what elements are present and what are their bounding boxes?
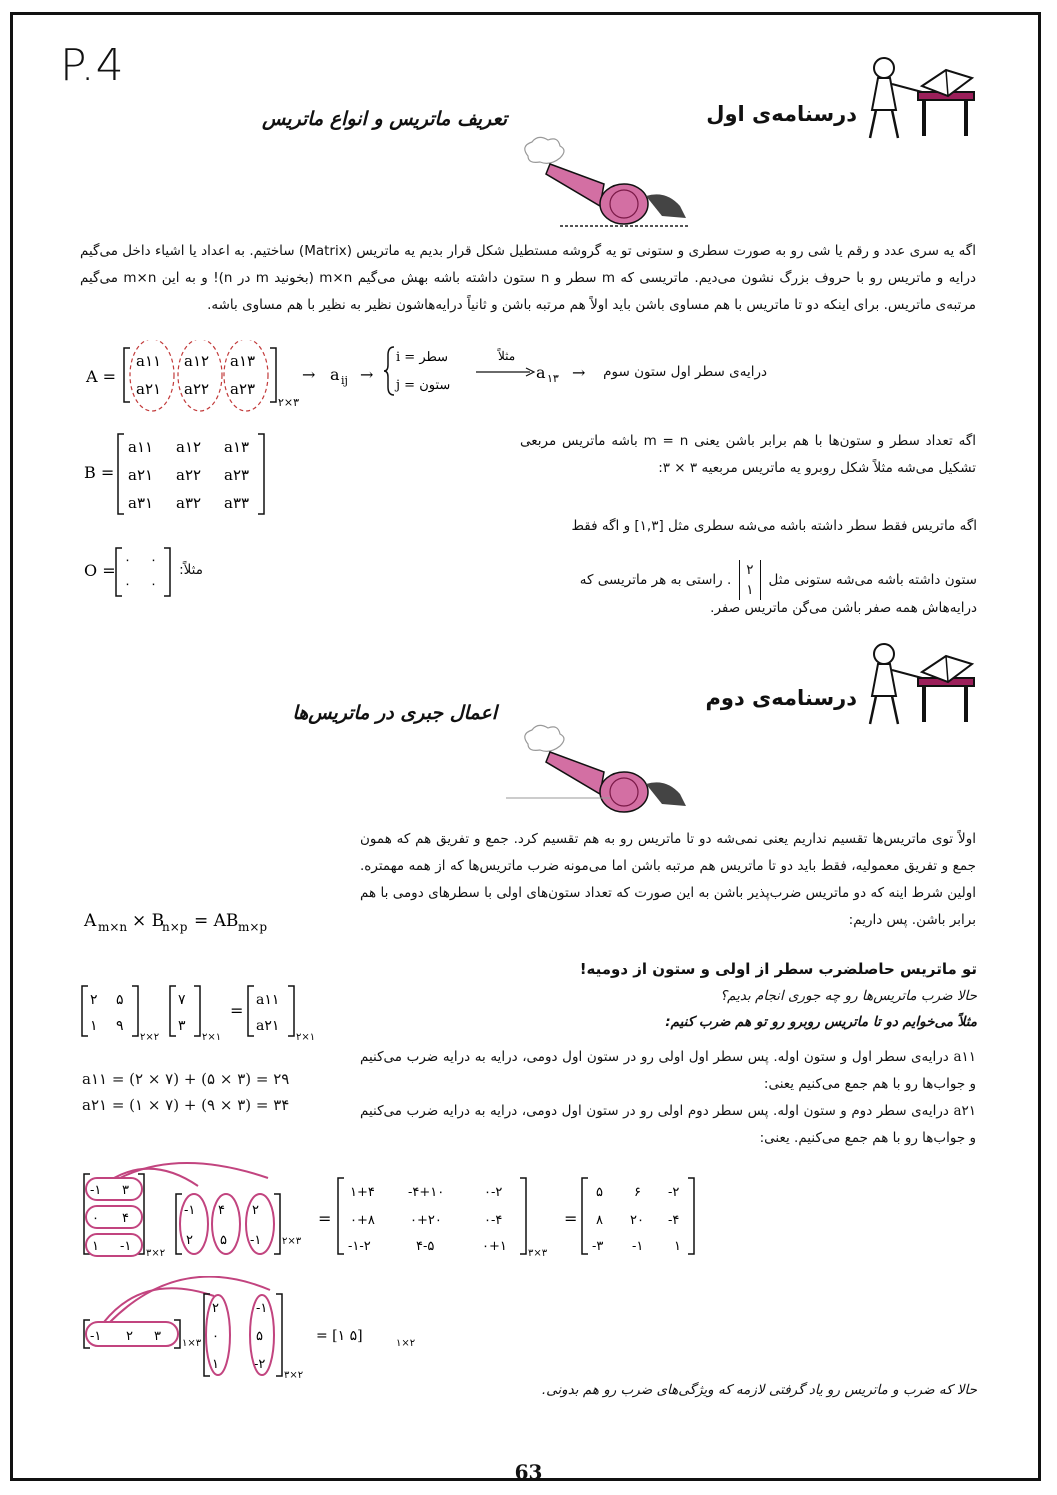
- a13-symbol: a: [536, 363, 546, 382]
- svg-text:۱×۲: ۱×۲: [396, 1338, 416, 1349]
- calc-a11: a۱۱ = (۲ × ۷) + (۵ × ۳) = ۲۹: [82, 1070, 290, 1088]
- svg-text:m×n: m×n: [98, 920, 128, 934]
- svg-text:۶: ۶: [634, 1185, 641, 1200]
- page-number: 63: [514, 1460, 543, 1484]
- a-cell-21: a۲۱: [136, 380, 162, 398]
- svg-text:× B: × B: [132, 911, 165, 931]
- svg-text:= [۱ ۵]: = [۱ ۵]: [316, 1328, 363, 1344]
- svg-text:۲×۳: ۲×۳: [282, 1236, 302, 1247]
- svg-text:۲: ۲: [186, 1233, 193, 1248]
- product-formula: [82, 904, 322, 942]
- lesson-2-title: اعمال جبری در ماتریس‌ها: [292, 702, 497, 724]
- matrix-a-name: A =: [86, 367, 117, 386]
- svg-text:۲×۱: ۲×۱: [296, 1032, 316, 1043]
- calc-a21: a۲۱ = (۱ × ۷) + (۹ × ۳) = ۳۴: [82, 1096, 290, 1114]
- closing-note: حالا که ضرب و ماتریس رو یاد گرفتی لازمه که ویژگی‌های ضرب رو هم بدونی.: [541, 1382, 977, 1398]
- svg-text:۳×۲: ۳×۲: [284, 1370, 304, 1381]
- svg-text:۰: ۰: [212, 1329, 219, 1344]
- svg-text:۱: ۱: [92, 1239, 99, 1254]
- square-matrix-text: اگه تعداد سطر و ستون‌ها با هم برابر باشن یعنی m = n باشه ماتریس مربعی تشکیل می‌شه مثلاً شکل روبرو یه ماتریس مربعیه ۳ × ۳:: [520, 433, 976, 476]
- a-order: ۲×۳: [278, 396, 300, 409]
- svg-text:-۱-۲: -۱-۲: [348, 1239, 371, 1254]
- svg-text:۵: ۵: [596, 1185, 603, 1200]
- b-cell-32: a۳۲: [176, 494, 202, 512]
- matrix-a-block: [80, 340, 390, 419]
- zero-matrix-text: درایه‌هاش همه صفر باشن می‌گن ماتریس صفر.: [710, 600, 977, 616]
- svg-text:۵: ۵: [116, 992, 124, 1008]
- explanation-a21: a۲۱ درایه‌ی سطر دوم و ستون اوله. پس سطر دوم اولی رو در ستون اول دومی، درایه به درایه ضرب می‌کنیم و جواب‌ها رو با هم جمع می‌کنیم. یعنی:: [360, 1103, 977, 1146]
- svg-text:=: =: [230, 1001, 244, 1020]
- svg-text:۰: ۰: [150, 577, 157, 592]
- svg-text:→: →: [302, 365, 316, 384]
- blower-illustration-2: [500, 722, 710, 826]
- svg-text:۳×۲: ۳×۲: [146, 1248, 166, 1259]
- svg-text:۰+۱: ۰+۱: [482, 1239, 507, 1254]
- svg-text:۰: ۰: [124, 553, 131, 568]
- svg-text:-۱: -۱: [90, 1183, 102, 1198]
- svg-text:۱×۳: ۱×۳: [182, 1338, 202, 1349]
- svg-text:۱: ۱: [212, 1357, 219, 1372]
- matrix-b-name: B =: [84, 463, 115, 482]
- svg-text:-۱: -۱: [120, 1239, 132, 1254]
- svg-text:→: →: [360, 365, 374, 384]
- a-cell-23: a۲۳: [230, 380, 256, 398]
- svg-text:-۱: -۱: [632, 1239, 644, 1254]
- svg-text:-۴+۱۰: -۴+۱۰: [408, 1185, 445, 1200]
- handwritten-page-note: P.4: [60, 40, 125, 91]
- svg-text:۲: ۲: [90, 992, 98, 1008]
- product-rule: تو ماتریس حاصلضرب سطر از اولی و ستون از دومیه!: [579, 960, 977, 978]
- svg-text:۳: ۳: [178, 1018, 186, 1034]
- svg-text:a۲۱: a۲۱: [256, 1018, 280, 1034]
- svg-text:۴: ۴: [218, 1203, 225, 1218]
- svg-text:-۲: -۲: [668, 1185, 680, 1200]
- a-cell-11: a۱۱: [136, 352, 162, 370]
- svg-text:۲×۱: ۲×۱: [202, 1032, 222, 1043]
- svg-text:۳×۳: ۳×۳: [528, 1248, 548, 1259]
- lesson-1-label: درسنامه‌ی اول: [706, 102, 857, 126]
- example-word: مثلاً: [498, 349, 516, 363]
- j-col-label: j = ستون: [396, 378, 451, 393]
- b-cell-33: a۳۳: [224, 494, 250, 512]
- svg-text:-۱: -۱: [250, 1233, 262, 1248]
- svg-text:۲: ۲: [212, 1301, 219, 1316]
- svg-text:۰: ۰: [124, 577, 131, 592]
- svg-text:۲×۲: ۲×۲: [140, 1032, 160, 1043]
- reading-man-illustration-1: [852, 52, 982, 148]
- b-cell-13: a۱۳: [224, 438, 250, 456]
- svg-text:۲: ۲: [252, 1203, 259, 1218]
- svg-text:۴: ۴: [122, 1211, 129, 1226]
- lesson-1-title: تعریف ماتریس و انواع ماتریس: [261, 108, 507, 130]
- svg-text:-۱: -۱: [256, 1301, 268, 1316]
- lesson-2-label: درسنامه‌ی دوم: [705, 686, 857, 710]
- zero-example-label: مثلاً:: [179, 562, 203, 578]
- a13-description: درایه‌ی سطر اول ستون سوم: [603, 364, 767, 380]
- b-cell-21: a۲۱: [128, 466, 154, 484]
- a-cell-12: a۱۲: [184, 352, 210, 370]
- svg-text:۰+۸: ۰+۸: [350, 1213, 375, 1228]
- svg-text:a۱۱: a۱۱: [256, 992, 280, 1008]
- svg-text:۷: ۷: [178, 992, 186, 1008]
- column-matrix-text: ستون داشته باشه می‌شه ستونی مثل ۲ ۱ . راستی به هر ماتریسی که: [579, 562, 977, 598]
- example-intro: مثلاً می‌خوایم دو تا ماتریس روبرو رو تو هم ضرب کنیم:: [665, 1014, 977, 1030]
- svg-text:-۲: -۲: [254, 1357, 266, 1372]
- small-product-example: [80, 980, 350, 1054]
- how-to-question: حالا ضرب ماتریس‌ها رو چه جوری انجام بدیم؟: [719, 988, 977, 1004]
- lesson-1-paragraph: اگه یه سری عدد و رقم یا شی رو به صورت سطری و ستونی تو یه گروشه مستطیل شکل قرار بدیم یه ماتریس (Matrix) ساختیم. به اعداد یا اشیاء داخل می‌گیم درایه و ماتریس رو با حروف بزرگ نشون می‌دیم. ماتریسی که m سطر و n ستون داشته باشه بهش می‌گیم m×n (بخونید m در n)! و به این m×n می‌گیم مرتبه‌ی ماتریس. برای اینکه دو تا ماتریس با هم مساوی باشن باید اولاً هم مرتبه باشن و ثانیاً درایه‌هاشون نظیر به نظیر با هم مساوی باشه.: [80, 243, 976, 313]
- lesson-2-paragraph: اولاً توی ماتریس‌ها تقسیم نداریم یعنی نمی‌شه دو تا ماتریس رو به هم تقسیم کرد. جمع و تفریق هم که همون جمع و تفریق معمولیه، فقط باید دو تا ماتریس هم مرتبه باشن اما می‌مونه ضرب ماتریس‌ها که از همه مهمتره. اولین شرط اینه که دو ماتریس ضرب‌پذیر باشن به این صورت که تعداد ستون‌های اولی با سطرهای دومی با هم برابر باشن. پس داریم:: [360, 831, 976, 928]
- svg-text:۰: ۰: [150, 553, 157, 568]
- svg-text:۳: ۳: [154, 1329, 161, 1344]
- matrix-o-name: O =: [84, 561, 116, 580]
- i-row-label: i = سطر: [396, 350, 449, 365]
- svg-text:۳: ۳: [122, 1183, 129, 1198]
- reading-man-illustration-2: [852, 638, 982, 734]
- svg-text:-۱: -۱: [90, 1329, 102, 1344]
- svg-text:۰+۲۰: ۰+۲۰: [410, 1213, 442, 1228]
- matrix-b-block: [80, 430, 280, 524]
- svg-text:-۳: -۳: [592, 1239, 604, 1254]
- explanation-a11: a۱۱ درایه‌ی سطر اول و ستون اوله. پس سطر اول اولی رو در ستون اول دومی، درایه به درایه ضرب می‌کنیم و جواب‌ها رو با هم جمع می‌کنیم یعنی:: [360, 1049, 976, 1092]
- b-cell-11: a۱۱: [128, 438, 154, 456]
- svg-text:-۱: -۱: [184, 1203, 196, 1218]
- a-cell-13: a۱۳: [230, 352, 256, 370]
- row-product-example: [80, 1276, 440, 1390]
- svg-text:۵: ۵: [220, 1233, 227, 1248]
- column-example: ۲ ۱: [739, 560, 760, 600]
- blower-illustration-1: [500, 134, 710, 238]
- svg-text:= AB: = AB: [194, 911, 239, 931]
- svg-text:۰-۴: ۰-۴: [484, 1213, 503, 1228]
- row-matrix-text: اگه ماتریس فقط سطر داشته باشه می‌شه سطری مثل [۱,۳] و اگه فقط: [571, 518, 977, 534]
- b-cell-23: a۲۳: [224, 466, 250, 484]
- svg-text:۰-۲: ۰-۲: [484, 1185, 503, 1200]
- svg-text:۲۰: ۲۰: [630, 1213, 644, 1228]
- svg-text:=: =: [564, 1209, 578, 1228]
- svg-text:m×p: m×p: [238, 920, 268, 934]
- svg-text:۰: ۰: [92, 1211, 99, 1226]
- svg-text:۲: ۲: [126, 1329, 133, 1344]
- svg-text:→: →: [572, 363, 586, 382]
- svg-text:۸: ۸: [596, 1213, 603, 1228]
- svg-text:۹: ۹: [116, 1018, 124, 1034]
- svg-text:۴-۵: ۴-۵: [416, 1239, 435, 1254]
- svg-text:A: A: [84, 911, 97, 931]
- svg-text:۱: ۱: [674, 1239, 681, 1254]
- b-cell-31: a۳۱: [128, 494, 154, 512]
- a13-subscript: ۱۳: [547, 372, 559, 385]
- svg-text:۱+۴: ۱+۴: [350, 1185, 375, 1200]
- a-cell-22: a۲۲: [184, 380, 210, 398]
- b-cell-12: a۱۲: [176, 438, 202, 456]
- svg-text:n×p: n×p: [162, 920, 188, 934]
- svg-text:۵: ۵: [256, 1329, 263, 1344]
- svg-text:۱: ۱: [90, 1018, 98, 1034]
- ij-brace: [384, 345, 464, 404]
- svg-text:-۴: -۴: [668, 1213, 680, 1228]
- big-product-example: [80, 1158, 720, 1272]
- svg-text:=: =: [318, 1209, 332, 1228]
- b-cell-22: a۲۲: [176, 466, 202, 484]
- aij-symbol: a: [330, 365, 340, 384]
- aij-subscript: ij: [341, 374, 348, 387]
